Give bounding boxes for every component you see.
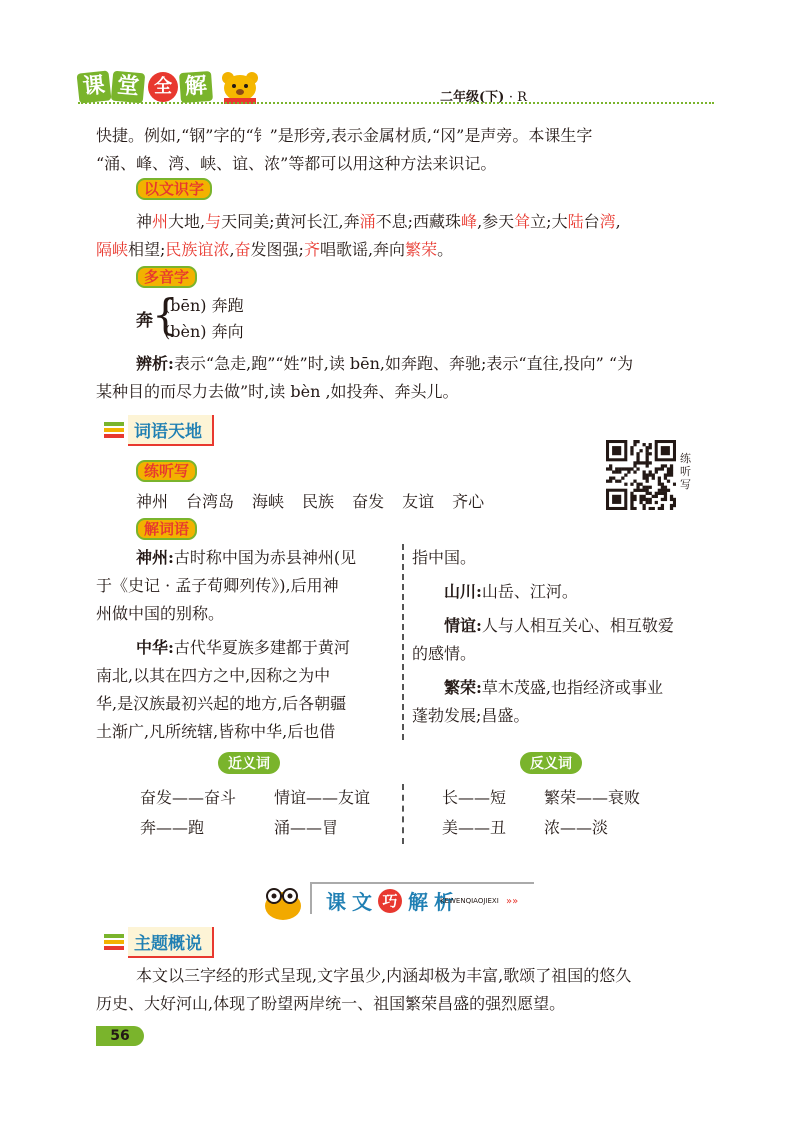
def-term: 山川: xyxy=(444,582,482,601)
highlight-char: 繁荣 xyxy=(405,240,438,259)
listen-words xyxy=(136,490,484,514)
def-continuation: 指中国。 xyxy=(412,548,477,567)
listen-word: 齐心 xyxy=(452,492,485,511)
duoyin-tag xyxy=(136,266,197,288)
listen-word: 神州 xyxy=(136,492,169,511)
edition-label: · R xyxy=(508,90,527,105)
synonym-divider xyxy=(402,784,404,844)
synonyms-title-badge xyxy=(218,752,280,774)
listen-word: 海峡 xyxy=(252,492,285,511)
antonym-pair: 繁荣——衰败 xyxy=(544,788,641,807)
def-line: 南北,以其在四方之中,因称之为中 xyxy=(96,666,331,685)
def-text: 草木茂盛,也指经济或事业 xyxy=(481,678,664,697)
duoyin-reading-1: (bēn) 奔跑 xyxy=(164,296,244,315)
def-term: 情谊: xyxy=(444,616,482,635)
text-segment: ,参天 xyxy=(477,212,515,231)
yiwen-line-1 xyxy=(136,210,621,234)
qr-code-icon[interactable] xyxy=(606,440,676,510)
antonym-pair: 长——短 xyxy=(442,788,507,807)
zhuti-line-1: 本文以三字经的形式呈现,文字虽少,内涵却极为丰富,歌颂了祖国的悠久 xyxy=(136,966,632,985)
ciyu-section-title: 词语天地 xyxy=(128,415,214,446)
text-segment: 。 xyxy=(437,240,454,259)
ciyu-section-header xyxy=(104,416,214,444)
synonyms-title: 近义词 xyxy=(218,752,280,774)
def-entry-qingyi xyxy=(412,612,712,640)
antonyms-title: 反义词 xyxy=(520,752,582,774)
def-line: 蓬勃发展;昌盛。 xyxy=(412,706,530,725)
listen-word: 友谊 xyxy=(402,492,435,511)
def-text: 山岳、江河。 xyxy=(481,582,578,601)
header-brand xyxy=(78,70,266,104)
text-segment: 大地, xyxy=(168,212,206,231)
section-bars-icon xyxy=(104,422,124,438)
column-divider xyxy=(402,544,404,740)
definitions-right xyxy=(412,544,712,730)
listen-tag xyxy=(136,460,197,482)
def-line: 土渐广,凡所统辖,皆称中华,后也借 xyxy=(96,722,336,741)
synonym-pair: 奋发——奋斗 xyxy=(140,788,237,807)
text-segment: 台 xyxy=(583,212,600,231)
qr-caption: 练听写 xyxy=(680,452,691,491)
highlight-char: 湾 xyxy=(599,212,616,231)
highlight-char: 州 xyxy=(152,212,169,231)
highlight-char: 陆 xyxy=(567,212,584,231)
brand-char-4: 解 xyxy=(179,71,213,103)
duoyin-note-label: 辨析: xyxy=(136,354,174,373)
kewen-char-highlight: 巧 xyxy=(378,889,402,913)
highlight-char: 涌 xyxy=(359,212,376,231)
brand-char-3: 全 xyxy=(148,72,178,102)
duoyin-note-text-1: 表示“急走,跑”“姓”时,读 bēn,如奔跑、奔驰;表示“直往,投向” “为 xyxy=(173,354,634,373)
bear-mascot-icon xyxy=(216,70,266,104)
def-line: 州做中国的别称。 xyxy=(96,604,225,623)
intro-line-2: “涌、峰、湾、峡、谊、浓”等都可以用这种方法来识记。 xyxy=(96,154,497,173)
kewen-char: 解 xyxy=(408,890,428,914)
def-entry-shanchuan xyxy=(412,578,712,606)
synonym-pair: 情谊——友谊 xyxy=(274,788,371,807)
text-segment: 唱歌谣,奔向 xyxy=(319,240,406,259)
text-segment: 不息;西藏珠 xyxy=(375,212,462,231)
text-segment: 立;大 xyxy=(530,212,568,231)
zhuti-line-2: 历史、大好河山,体现了盼望两岸统一、祖国繁荣昌盛的强烈愿望。 xyxy=(96,994,566,1013)
def-entry-zhonghua xyxy=(96,634,392,662)
duoyin-note-line-2: 某种目的而尽力去做”时,读 bèn ,如投奔、奔头儿。 xyxy=(96,382,459,401)
text-segment: 天同美;黄河长江,奔 xyxy=(221,212,360,231)
text-segment: 神 xyxy=(136,212,153,231)
chevrons-icon: »» xyxy=(506,896,519,907)
def-text: 古时称中国为赤县神州(见 xyxy=(173,548,357,567)
yiwen-line-2 xyxy=(96,238,453,262)
yiwen-tag xyxy=(136,178,212,200)
def-entry-shenzhou xyxy=(96,544,392,572)
listen-word: 民族 xyxy=(302,492,335,511)
listen-tag-label: 练听写 xyxy=(136,460,197,482)
duoyin-tag-label: 多音字 xyxy=(136,266,197,288)
zhuti-section-header xyxy=(104,928,214,956)
duoyin-char: 奔 xyxy=(136,311,153,331)
grade-label: 二年级(下) xyxy=(440,90,505,105)
antonym-pair: 浓——淡 xyxy=(544,818,609,837)
def-line: 于《史记 · 孟子荀卿列传》),后用神 xyxy=(96,576,339,595)
highlight-char: 民族谊浓 xyxy=(165,240,230,259)
listen-word: 台湾岛 xyxy=(186,492,235,511)
duoyin-note-line-1 xyxy=(136,352,633,376)
section-bars-icon xyxy=(104,934,124,950)
zhuti-section-title: 主题概说 xyxy=(128,927,214,958)
page-number: 56 xyxy=(96,1026,144,1046)
kewen-char: 析 xyxy=(434,890,454,914)
text-segment: 发图强; xyxy=(250,240,304,259)
text-segment: 相望; xyxy=(128,240,166,259)
listen-word: 奋发 xyxy=(352,492,385,511)
highlight-char: 耸 xyxy=(514,212,531,231)
highlight-char: 隔峡 xyxy=(96,240,129,259)
def-term: 中华: xyxy=(136,638,174,657)
def-line: 的感情。 xyxy=(412,644,477,663)
kewen-banner xyxy=(310,882,534,914)
yiwen-tag-label: 以文识字 xyxy=(136,178,212,200)
brand-char-2: 堂 xyxy=(111,71,145,104)
def-entry-fanrong xyxy=(412,674,712,702)
def-line: 华,是汉族最初兴起的地方,后各朝疆 xyxy=(96,694,347,713)
brand-char-1: 课 xyxy=(77,70,112,103)
def-text: 古代华夏族多建都于黄河 xyxy=(173,638,350,657)
brace-icon: { xyxy=(152,290,179,339)
text-segment: , xyxy=(615,212,621,231)
highlight-char: 与 xyxy=(205,212,222,231)
synonym-pair: 奔——跑 xyxy=(140,818,205,837)
explain-tag-label: 解词语 xyxy=(136,518,197,540)
def-text: 人与人相互关心、相互敬爱 xyxy=(481,616,674,635)
antonyms-title-badge xyxy=(520,752,582,774)
text-segment: , xyxy=(229,240,235,259)
def-term: 繁荣: xyxy=(444,678,482,697)
kewen-char: 文 xyxy=(352,890,372,914)
highlight-char: 峰 xyxy=(461,212,478,231)
intro-line-1: 快捷。例如,“钢”字的“钅”是形旁,表示金属材质,“冈”是声旁。本课生字 xyxy=(96,126,593,145)
highlight-char: 奋 xyxy=(234,240,251,259)
duoyin-reading-2: (bèn) 奔向 xyxy=(164,322,244,341)
def-term: 神州: xyxy=(136,548,174,567)
synonym-pair: 涌——冒 xyxy=(274,818,339,837)
kewen-pinyin: KEWENQIAOJIEXI xyxy=(440,897,499,905)
highlight-char: 齐 xyxy=(303,240,320,259)
header-dotted-rule xyxy=(78,102,714,104)
mascot-icon xyxy=(258,878,308,922)
definitions-left xyxy=(96,544,392,746)
antonym-pair: 美——丑 xyxy=(442,818,507,837)
kewen-char: 课 xyxy=(326,890,346,914)
explain-tag xyxy=(136,518,197,540)
